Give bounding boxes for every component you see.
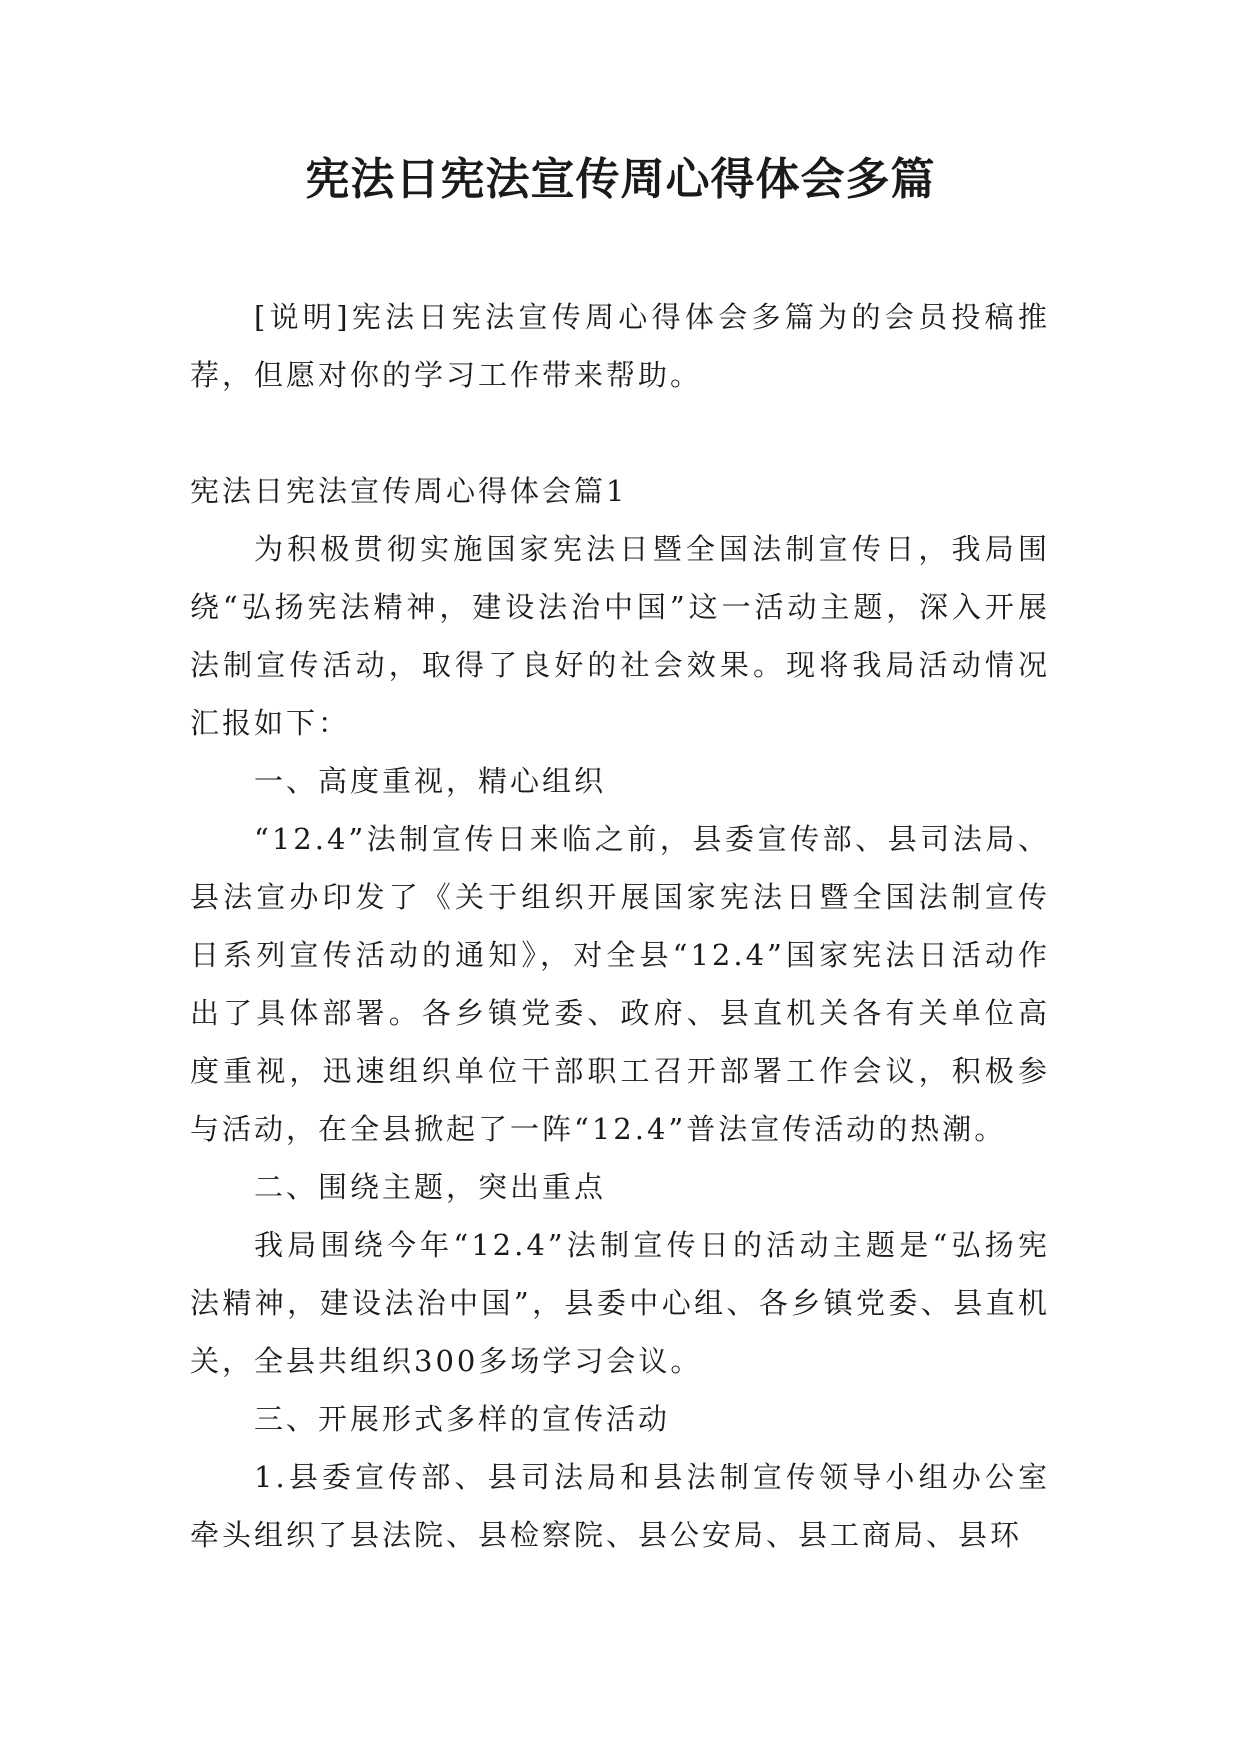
paragraph: “12.4”法制宣传日来临之前，县委宣传部、县司法局、县法宣办印发了《关于组织开展国家宪法日暨全国法制宣传日系列宣传活动的通知》，对全县“12.4”国家宪法日活动作出了具体部署。各乡镇党委、政府、县直机关各有关单位高度重视，迅速组织单位干部职工召开部署工作会议，积极参与活动，在全县掀起了一阵“12.4”普法宣传活动的热潮。 — [190, 822, 1050, 1146]
paragraph: 我局围绕今年“12.4”法制宣传日的活动主题是“弘扬宪法精神，建设法治中国”，县委中心组、各乡镇党委、县直机关，全县共组织300多场学习会议。 — [190, 1228, 1050, 1378]
subheading: 一、高度重视，精心组织 — [254, 764, 607, 798]
document-title: 宪法日宪法宣传周心得体会多篇 — [305, 154, 936, 205]
paragraph: 为积极贯彻实施国家宪法日暨全国法制宣传日，我局围绕“弘扬宪法精神，建设法治中国”这一活动主题，深入开展法制宣传活动，取得了良好的社会效果。现将我局活动情况汇报如下： — [190, 532, 1050, 740]
subheading: 三、开展形式多样的宣传活动 — [254, 1402, 671, 1436]
document-note: [说明]宪法日宪法宣传周心得体会多篇为的会员投稿推荐，但愿对你的学习工作带来帮助。 — [190, 300, 1050, 392]
section-heading: 宪法日宪法宣传周心得体会篇1 — [190, 474, 628, 508]
document-section — [190, 462, 1050, 1564]
subheading: 二、围绕主题，突出重点 — [254, 1170, 607, 1204]
paragraph: 1.县委宣传部、县司法局和县法制宣传领导小组办公室牵头组织了县法院、县检察院、县公安局、县工商局、县环 — [190, 1460, 1050, 1552]
